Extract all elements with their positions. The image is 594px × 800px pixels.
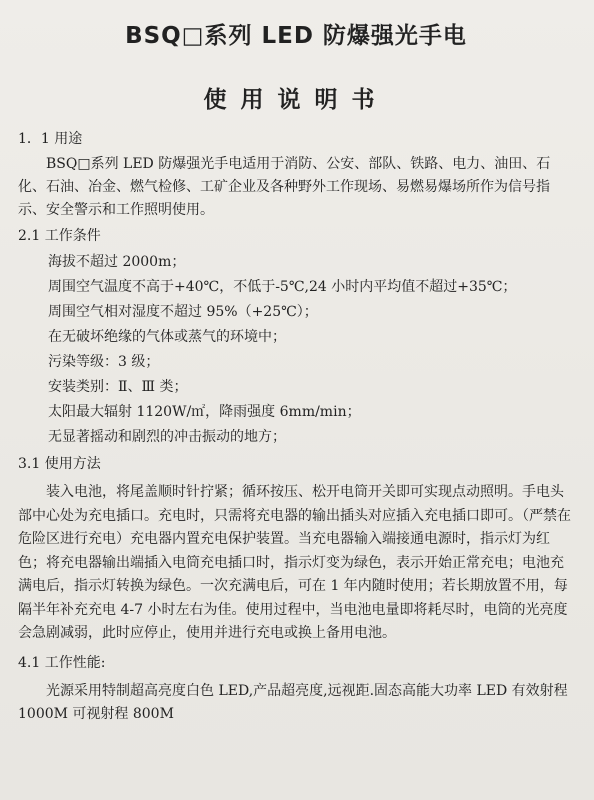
- condition-item: 太阳最大辐射 1120W/㎡，降雨强度 6mm/min；: [48, 404, 361, 420]
- section-heading: 1．1 用途: [18, 131, 83, 147]
- condition-item: 在无破坏绝缘的气体或蒸气的环境中；: [48, 329, 286, 345]
- section-performance: [18, 652, 574, 726]
- condition-item: 海拔不超过 2000m；: [48, 254, 186, 270]
- section-purpose: [18, 128, 574, 222]
- condition-item: 无显著摇动和剧烈的冲击振动的地方；: [48, 429, 286, 445]
- condition-item: 安装类别：Ⅱ、Ⅲ 类；: [48, 379, 188, 395]
- section-usage: [18, 453, 574, 646]
- section-heading: 3.1 使用方法: [18, 456, 101, 472]
- section-paragraph: 光源采用特制超高亮度白色 LED,产品超亮度,远视距.固态高能大功率 LED 有效射程 1000M 可视射程 800M: [18, 682, 568, 722]
- section-heading: 4.1 工作性能:: [18, 654, 106, 671]
- condition-item: 周围空气相对湿度不超过 95%（+25℃）；: [48, 304, 318, 320]
- document-title: BSQ□系列 LED 防爆强光手电: [125, 23, 467, 49]
- section-paragraph: 装入电池，将尾盖顺时针拧紧；循环按压、松开电筒开关即可实现点动照明。手电头部中心处为充电插口。充电时，只需将充电器的输出插头对应插入充电插口即可。（严禁在危险区进行充电）充电器内置充电保护装置。当充电器输入端接通电源时，指示灯为红色；将充电器输出端插入电筒充电插口时，指示灯变为绿色，表示开始正常充电；电池充满电后，指示灯转换为绿色。一次充满电后，可在 1 年内随时使用；若长期放置不用，每隔半年补充充电 4-7 小时左右为佳。使用过程中，当电池电量即将耗尽时，电筒的光亮度会急剧减弱，此时应停止，使用并进行充电或换上备用电池。: [18, 484, 571, 641]
- section-heading: 2.1 工作条件: [18, 228, 101, 244]
- section-working-conditions: [18, 225, 574, 450]
- condition-item: 污染等级：3 级；: [48, 354, 160, 370]
- condition-item: 周围空气温度不高于+40℃，不低于-5℃,24 小时内平均值不超过+35℃；: [48, 279, 517, 295]
- document-subtitle: 使用说明书: [203, 87, 389, 113]
- section-paragraph: BSQ□系列 LED 防爆强光手电适用于消防、公安、部队、铁路、电力、油田、石化、石油、冶金、燃气检修、工矿企业及各种野外工作现场、易燃易爆场所作为信号指示、安全警示和工作照明使用。: [18, 156, 551, 218]
